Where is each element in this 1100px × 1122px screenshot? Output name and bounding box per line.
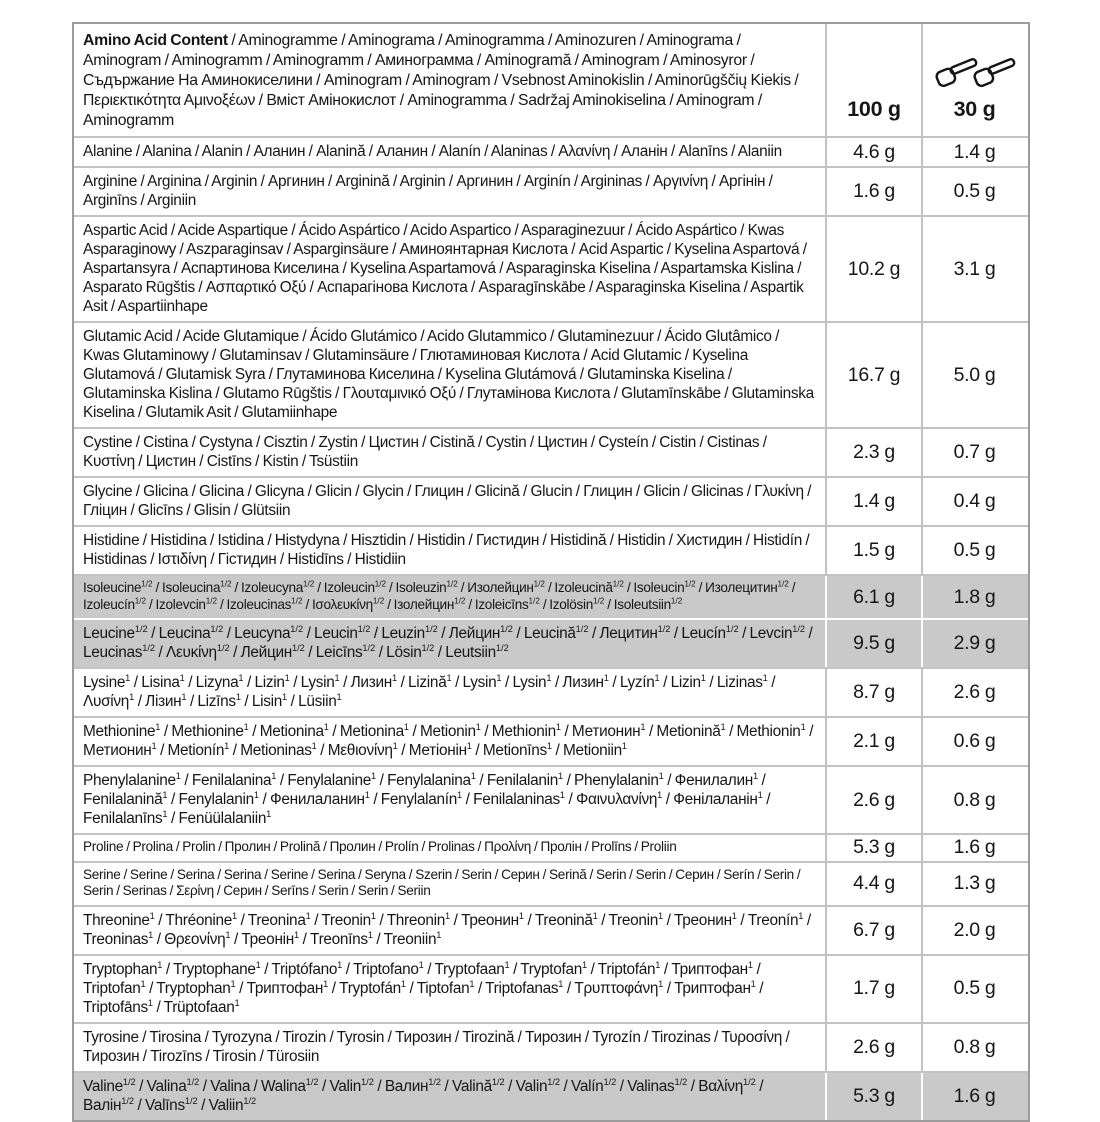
header-col-100g: [825, 24, 921, 136]
table-title: Amino Acid Content: [83, 32, 228, 49]
value-per-100g: 6.1 g: [825, 576, 921, 618]
value-per-30g: 1.3 g: [921, 863, 1026, 905]
value-per-30g: 0.5 g: [921, 956, 1026, 1022]
scoop-icons: [930, 47, 1020, 89]
amino-acid-names: Histidine / Histidina / Istidina / Histydyna / Hisztidin / Histidin / Гистидин / Histidină / Histidin / Хистидин / Histidín / Histidinas / Ιστιδίνη / Гістидин / Histidīns / Histidiin: [83, 532, 810, 568]
table-row: [74, 954, 1028, 1022]
scoop-icon: [968, 47, 1020, 89]
amino-acid-names: Glutamic Acid / Acide Glutamique / Ácido Glutámico / Acido Glutammico / Glutaminezuur / Ácido Glutâmico / Kwas Glutaminowy / Glutaminsav / Glutaminsäure / Глютаминовая Кислота / Acid Glutamic / Kyselina Glutamová / Glutamisk Syra / Глутаминова Киселина / Kyselina Glutámová / Glutaminska Kiselina / Glutaminska Kislina / Glutamo Rūgštis / Γλουταμινικό Οξύ / Глутамінова Кислота / Glutamīnskābe / Glutaminska Kiselina / Glutamik Asit / Glutamiinhape: [83, 328, 814, 421]
value-per-100g: 10.2 g: [825, 217, 921, 321]
value-per-100g: 4.4 g: [825, 863, 921, 905]
value-per-30g: 0.8 g: [921, 1024, 1026, 1071]
table-row: [74, 833, 1028, 861]
value-per-30g: 2.9 g: [921, 620, 1026, 667]
table-row: [74, 525, 1028, 574]
amino-acid-names: Isoleucine$^{1/2}$ / Isoleucina$^{1/2}$ / Izoleucyna$^{1/2}$ / Izoleucin$^{1/2}$ / Isoleuzin$^{1/2}$ / Изолейцин$^{1/2}$ / Izoleucină$^{1/2}$ / Isoleucin$^{1/2}$ / Изолецитин$^{1/2}$ / Izoleucín$^{1/2}$ / Izolevcin$^{1/2}$ / Izoleucinas$^{1/2}$ / Ισολευκίνη$^{1/2}$ / Ізолейцин$^{1/2}$ / Izoleicīns$^{1/2}$ / Izolösin$^{1/2}$ / Isoleutsiin$^{1/2}$: [83, 579, 796, 612]
value-per-100g: 2.3 g: [825, 429, 921, 476]
value-per-30g: 0.5 g: [921, 168, 1026, 215]
table-row: [74, 215, 1028, 321]
amino-acid-names: Glycine / Glicina / Glicina / Glicyna / Glicin / Glycin / Глицин / Glicină / Glucin / Глицин / Glicin / Glicinas / Γλυκίνη / Гліцин / Glicīns / Glisin / Glütsiin: [83, 483, 812, 519]
value-per-100g: 1.5 g: [825, 527, 921, 574]
table-row: [74, 321, 1028, 427]
table-row: [74, 905, 1028, 954]
table-row: [74, 667, 1028, 716]
amino-acid-names: Methionine$^1$ / Methionine$^1$ / Metionina$^1$ / Metionina$^1$ / Metionin$^1$ / Methionin$^1$ / Метионин$^1$ / Metionină$^1$ / Methionin$^1$ / Метионин$^1$ / Metionín$^1$ / Metioninas$^1$ / Μεθιονίνη$^1$ / Метіонін$^1$ / Metionīns$^1$ / Metioniin$^1$: [83, 721, 814, 759]
value-per-30g: 1.4 g: [921, 138, 1026, 166]
table-row: [74, 166, 1028, 215]
table-header-row: [74, 24, 1028, 136]
value-per-30g: 0.4 g: [921, 478, 1026, 525]
col-100g-label: 100 g: [847, 97, 901, 121]
value-per-100g: 9.5 g: [825, 620, 921, 667]
table-row: [74, 1071, 1028, 1120]
table-row: [74, 716, 1028, 765]
table-row: [74, 861, 1028, 905]
table-row: [74, 1022, 1028, 1071]
value-per-100g: 1.6 g: [825, 168, 921, 215]
value-per-30g: 3.1 g: [921, 217, 1026, 321]
value-per-30g: 0.7 g: [921, 429, 1026, 476]
header-col-30g: [921, 24, 1026, 136]
value-per-100g: 8.7 g: [825, 669, 921, 716]
table-row: [74, 136, 1028, 166]
table-row: [74, 765, 1028, 833]
value-per-100g: 5.3 g: [825, 835, 921, 861]
table-row: [74, 574, 1028, 618]
value-per-100g: 1.7 g: [825, 956, 921, 1022]
value-per-100g: 2.1 g: [825, 718, 921, 765]
value-per-30g: 2.0 g: [921, 907, 1026, 954]
value-per-30g: 2.6 g: [921, 669, 1026, 716]
amino-acid-table: [72, 22, 1030, 1122]
value-per-100g: 2.6 g: [825, 767, 921, 833]
amino-acid-names: Alanine / Alanina / Alanin / Аланин / Alanină / Аланин / Alanín / Alaninas / Αλανίνη / Аланін / Alanīns / Alaniin: [83, 143, 782, 160]
amino-acid-names: Threonine$^1$ / Thréonine$^1$ / Treonina$^1$ / Treonin$^1$ / Threonin$^1$ / Треонин$^1$ / Treonină$^1$ / Treonin$^1$ / Треонин$^1$ / Treonín$^1$ / Treoninas$^1$ / Θρεονίνη$^1$ / Треонін$^1$ / Treonīns$^1$ / Treoniin$^1$: [83, 910, 811, 948]
amino-acid-names: Serine / Serine / Serina / Serina / Serine / Serina / Seryna / Szerin / Serin / Серин / Serină / Serin / Serin / Серин / Serín / Serin / Serin / Serinas / Σερίνη / Серин / Serīns / Serin / Serin / Seriin: [83, 866, 801, 898]
value-per-100g: 4.6 g: [825, 138, 921, 166]
table-row: [74, 476, 1028, 525]
value-per-100g: 2.6 g: [825, 1024, 921, 1071]
amino-acid-names: Lysine$^1$ / Lisina$^1$ / Lizyna$^1$ / Lizin$^1$ / Lysin$^1$ / Лизин$^1$ / Lizină$^1$ / Lysin$^1$ / Lysin$^1$ / Лизин$^1$ / Lyzín$^1$ / Lizin$^1$ / Lizinas$^1$ / Λυσίνη$^1$ / Лізин$^1$ / Lizīns$^1$ / Lisin$^1$ / Lüsiin$^1$: [83, 672, 776, 710]
amino-acid-names: Phenylalanine$^1$ / Fenilalanina$^1$ / Fenylalanine$^1$ / Fenylalanina$^1$ / Fenilalanin$^1$ / Phenylalanin$^1$ / Фенилалин$^1$ / Fenilalanină$^1$ / Fenylalanin$^1$ / Фенилаланин$^1$ / Fenylalanín$^1$ / Fenilalaninas$^1$ / Φαινυλανίνη$^1$ / Фенілаланін$^1$ / Fenilalanīns$^1$ / Fenüülalaniin$^1$: [83, 770, 771, 827]
table-title-translations: / Aminogramme / Aminograma / Aminogramma / Aminozuren / Aminograma / Aminogram / Aminogramm / Aminogramm / Аминограмма / Aminogramă / Aminogram / Aminosyror / Съдържание На Аминокиселини / Aminogram / Aminogram / Vsebnost Aminokislin / Aminorūgščių Kiekis / Περιεκτικότητα Αμινοξέων / Вміст Амінокислот / Aminogramma / Sadržaj Aminokiselina / Aminogram / Aminogramm: [83, 32, 799, 129]
value-per-30g: 1.6 g: [921, 1073, 1026, 1120]
table-row: [74, 427, 1028, 476]
value-per-30g: 1.8 g: [921, 576, 1026, 618]
amino-acid-names: Cystine / Cistina / Cystyna / Cisztin / Zystin / Цистин / Cistină / Cystin / Цистин / Cysteín / Cistin / Cistinas / Κυστίνη / Цистин / Cistīns / Kistin / Tsüstiin: [83, 434, 767, 470]
amino-acid-names: Tryptophan$^1$ / Tryptophane$^1$ / Triptófano$^1$ / Triptofano$^1$ / Tryptofaan$^1$ / Tryptofan$^1$ / Triptofán$^1$ / Триптофан$^1$ / Triptofan$^1$ / Tryptophan$^1$ / Триптофан$^1$ / Tryptofán$^1$ / Tiptofan$^1$ / Triptofanas$^1$ / Τρυπτοφάνη$^1$ / Триптофан$^1$ / Triptofāns$^1$ / Trüptofaan$^1$: [83, 959, 764, 1016]
amino-acid-names: Aspartic Acid / Acide Aspartique / Ácido Aspártico / Acido Aspartico / Asparaginezuur / Ácido Aspártico / Kwas Asparaginowy / Aszparaginsav / Asparginsäure / Аминоянтарная Кислота / Acid Aspartic / Kyselina Aspartová / Aspartansyra / Аспартинова Киселина / Kyselina Aspartamová / Asparaginska Kiselina / Aspartamska Kislina / Asparato Rūgštis / Ασπαρτικό Οξύ / Аспарагінова Кислота / Asparagīnskābe / Asparaginska Kiselina / Aspartik Asit / Aspartiinhape: [83, 222, 807, 315]
value-per-30g: 0.8 g: [921, 767, 1026, 833]
value-per-100g: 5.3 g: [825, 1073, 921, 1120]
table-row: [74, 618, 1028, 667]
value-per-30g: 0.5 g: [921, 527, 1026, 574]
amino-acid-names: Leucine$^{1/2}$ / Leucina$^{1/2}$ / Leucyna$^{1/2}$ / Leucin$^{1/2}$ / Leuzin$^{1/2}$ / Лейцин$^{1/2}$ / Leucină$^{1/2}$ / Лецитин$^{1/2}$ / Leucín$^{1/2}$ / Levcin$^{1/2}$ / Leucinas$^{1/2}$ / Λευκίνη$^{1/2}$ / Лейцин$^{1/2}$ / Leicīns$^{1/2}$ / Lösin$^{1/2}$ / Leutsiin$^{1/2}$: [83, 623, 813, 661]
value-per-30g: 5.0 g: [921, 323, 1026, 427]
value-per-30g: 1.6 g: [921, 835, 1026, 861]
amino-acid-names: Tyrosine / Tirosina / Tyrozyna / Tirozin / Tyrosin / Тирозин / Tirozină / Тирозин / Tyrozín / Tirozinas / Τυροσίνη / Тирозин / Tirozīns / Tirosin / Türosiin: [83, 1028, 790, 1065]
table-title-cell: [74, 24, 825, 136]
col-30g-label: 30 g: [953, 97, 996, 121]
amino-acid-names: Valine$^{1/2}$ / Valina$^{1/2}$ / Valina / Walina$^{1/2}$ / Valin$^{1/2}$ / Валин$^{1/2}$ / Valină$^{1/2}$ / Valin$^{1/2}$ / Valín$^{1/2}$ / Valinas$^{1/2}$ / Βαλίνη$^{1/2}$ / Валін$^{1/2}$ / Valīns$^{1/2}$ / Valiin$^{1/2}$: [83, 1076, 764, 1114]
value-per-100g: 6.7 g: [825, 907, 921, 954]
value-per-100g: 1.4 g: [825, 478, 921, 525]
amino-acid-names: Arginine / Arginina / Arginin / Аргинин / Arginină / Arginin / Аргинин / Arginín / Argininas / Αργινίνη / Аргінін / Arginīns / Arginiin: [83, 173, 773, 209]
amino-acid-names: Proline / Prolina / Prolin / Пролин / Prolină / Пролин / Prolín / Prolinas / Προλίνη / Пролін / Prolīns / Proliin: [83, 839, 677, 854]
value-per-30g: 0.6 g: [921, 718, 1026, 765]
value-per-100g: 16.7 g: [825, 323, 921, 427]
